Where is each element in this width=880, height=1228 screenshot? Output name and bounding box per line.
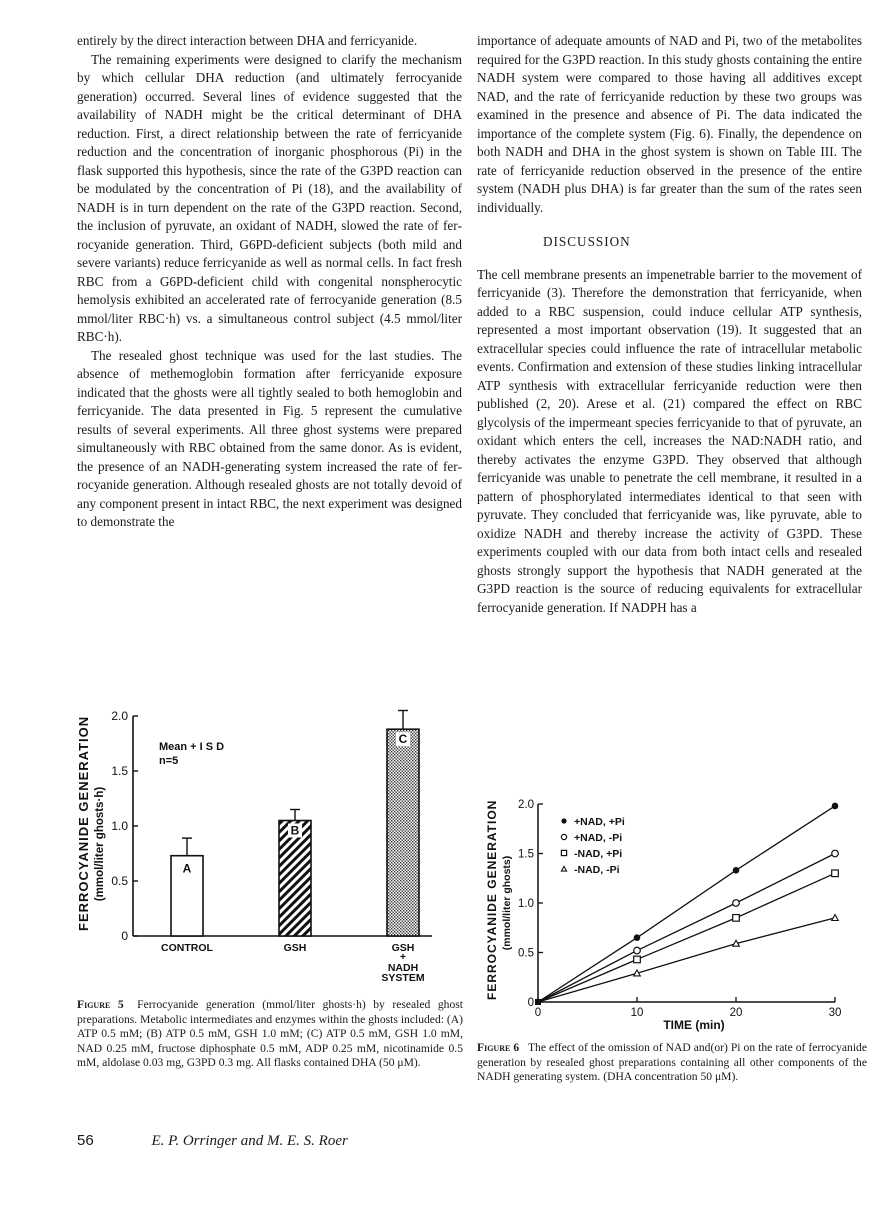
figure-6-svg [480, 770, 870, 1035]
figure-5-caption [77, 998, 463, 1071]
series-line [538, 918, 835, 1002]
figure-6-caption [477, 1041, 867, 1085]
y-axis-title: FERROCYANIDE GENERATION [76, 715, 91, 931]
bar-letter: A [182, 861, 192, 876]
figure-5-bar-chart [70, 700, 460, 1000]
page-footer [77, 1132, 348, 1150]
marker-filled-circle [832, 803, 839, 810]
bar-letter: B [290, 823, 300, 838]
page-number: 56 [77, 1132, 94, 1149]
y-tick-label: 0 [527, 997, 534, 1009]
marker-open-circle [832, 850, 839, 857]
marker-open-triangle [832, 915, 839, 921]
annotation-mean-sd: Mean + I S D [159, 741, 225, 753]
y-tick-label: 2.0 [518, 799, 534, 811]
y-axis-title: FERROCYANIDE GENERATION [485, 799, 499, 1000]
bar-b [279, 821, 311, 937]
legend-label: -NAD, +Pi [574, 848, 623, 860]
y-tick-label: 1.0 [518, 898, 534, 910]
figure-6-line-chart [480, 770, 870, 1040]
y-tick-label: 0.5 [111, 874, 128, 888]
paragraph: The resealed ghost technique was used for the last studies. The absence of methemoglobin formation after ferricyanide exposure indicated that the ghosts were all tightly sealed to both hemoglobin and ferricyanide. The data presented in Fig. 5 represent the cumulative results of several experiments. All three ghost systems were prepared simultaneously with RBC obtained from the same donor. As is evident, the presence of an NADH-generating system increased the rate of ferrocyanide generation. Although resealed ghosts are not totally devoid of any component present in intact RBC, the next experiment was designed to demonstrate the [77, 347, 462, 529]
marker-open-square [561, 850, 566, 855]
x-tick-label: 20 [729, 1007, 743, 1019]
category-label: CONTROL [161, 942, 213, 954]
bar-letter: C [398, 732, 408, 747]
series-3 [538, 915, 838, 1002]
figure-6-label: Figure 6 [477, 1041, 520, 1054]
marker-open-triangle [561, 866, 566, 871]
legend-label: +NAD, +Pi [574, 816, 625, 828]
y-tick-label: 2.0 [111, 709, 128, 723]
series-2 [538, 870, 838, 1002]
figure-5-svg [70, 700, 460, 995]
marker-open-circle [733, 900, 740, 907]
legend-label: -NAD, -Pi [574, 864, 620, 876]
origin-marker [535, 999, 541, 1005]
x-tick-label: 30 [828, 1007, 842, 1019]
figure-6-caption-text: The effect of the omission of NAD and(or) Pi on the rate of ferrocyanide generation by resealed ghost preparations containing all other components of the NADH generating system. (DHA concentration 50 μM). [477, 1041, 867, 1083]
marker-open-circle [634, 947, 641, 954]
right-column [477, 32, 862, 617]
marker-filled-circle [634, 934, 641, 941]
section-heading-discussion: DISCUSSION [543, 234, 631, 249]
marker-filled-circle [733, 867, 740, 874]
marker-filled-circle [561, 818, 566, 823]
category-label: SYSTEM [381, 972, 425, 984]
y-axis-units: (mmol/liter ghosts) [501, 855, 513, 951]
x-tick-label: 0 [534, 1007, 542, 1019]
annotation-n: n=5 [159, 755, 179, 767]
paragraph: The remaining experiments were designed to clarify the mechanism by which cellular DHA reduction (and ultimately ferrocyanide generation) occurred. Several lines of evidence suggested that the availability of NADH might be the critical determinant of DHA reduction. First, a direct relationship between the rate of ferricyanide reduction and the concentration of inorganic phosphorous (Pi) in the flask supported this hypothesis, since the rate of the G3PD reaction can be modulated by the concentration of Pi (18), and the availability of NADH is in turn dependent on the rate of the G3PD reaction. Second, the inclusion of pyruvate, an oxidant of NADH, slowed the rate of ferrocyanide generation. Third, G6PD-deficient subjects (both mild and severe variants) reduce ferricyanide as well as normal cells. In fact fresh RBC from a G6PD-deficient child with congenital nonspherocytic hemolysis exhibited an accelerated rate of ferrocyanide generation (8.5 mmol/liter RBC·h) vs. a simultaneous control subject (4.5 mmol/liter RBC·h). [77, 51, 462, 344]
paragraph: The cell membrane presents an impenetrable barrier to the movement of ferricyanide (3). Therefore the demonstration that ferricyanide, when added to a RBC suspension, could induce cellular ATP synthesis, represented a most important observation (19). It suggested that an extracellular species could influence the rate of intracellular metabolic events. Confirmation and extension of these studies linking intracellular ATP synthesis with extracellular ferricyanide reduction were then published (2, 20). Arese et al. (21) compared the effect on RBC glycolysis of the impermeant species ferricyanide to that of pyruvate, an oxidant which enters the cell, increases the NAD:NADH ratio, and thereby activates the enzyme G3PD. They observed that although ferricyanide was unable to penetrate the cell membrane, it resulted in a pattern of phosphorylated intermediates identical to that seen with pyruvate. They concluded that ferricyanide was, like pyruvate, able to oxidize NADH and thereby increase the activity of G3PD. These experiments coupled with our data from both intact cells and resealed ghosts strongly support the hypothesis that NADH generated at the G3PD reaction is the source of reducing equivalents for extracellular ferrocyanide generation. If NADPH has a [477, 266, 862, 615]
y-axis-units: (mmol/liter ghosts·h) [94, 786, 106, 902]
series-line [538, 873, 835, 1002]
paragraph: entirely by the direct interaction between DHA and ferricyanide. [77, 33, 418, 48]
category-label: GSH [283, 942, 307, 954]
left-column [77, 32, 462, 532]
figure-5-caption-text: Ferrocyanide generation (mmol/liter ghosts·h) by resealed ghost preparations. Metabolic intermediates and enzymes within the ghosts included: (A) ATP 0.5 mM; (B) ATP 0.5 mM, GSH 1.0 mM; (C) ATP 0.5 mM, GSH 1.0 mM, NAD 0.25 mM, fructose diphosphate 0.5 mM, ADP 0.25 mM, nicotinamide 0.5 mM, aldolase 0.03 mg, G3PD 0.3 mg. All flasks contained DHA (50 μM). [77, 998, 463, 1069]
marker-open-circle [561, 834, 566, 839]
legend-label: +NAD, -Pi [574, 832, 623, 844]
category-label: + [399, 951, 407, 963]
marker-open-square [733, 915, 740, 922]
y-tick-label: 0 [121, 929, 128, 943]
marker-open-square [832, 870, 839, 877]
y-tick-label: 1.5 [111, 764, 128, 778]
y-tick-label: 0.5 [518, 947, 534, 960]
figure-5-label: Figure 5 [77, 998, 124, 1011]
marker-open-square [634, 956, 641, 963]
y-tick-label: 1.5 [518, 848, 534, 861]
bar-c [387, 729, 419, 936]
category-label: GSH [391, 942, 415, 954]
running-authors: E. P. Orringer and M. E. S. Roer [151, 1133, 348, 1149]
x-axis-title: TIME (min) [663, 1018, 725, 1032]
x-tick-label: 10 [630, 1007, 644, 1019]
paragraph: importance of adequate amounts of NAD and Pi, two of the metabolites required for the G3PD reaction. In this study ghosts containing the entire NADH system were compared to those having all additives except NAD, and the rate of ferricyanide reduction by these two groups was examined in the presence and absence of Pi. The data indicated the importance of the complete system (Fig. 6). Finally, the dependence on both NADH and DHA in the ghost system is shown on Table III. The rate of ferricyanide reduction observed in the presence of the entire system (NADH plus DHA) is far greater than the sum of the rates seen individually. [477, 33, 862, 215]
y-tick-label: 1.0 [111, 819, 128, 833]
category-label: NADH [387, 962, 419, 974]
